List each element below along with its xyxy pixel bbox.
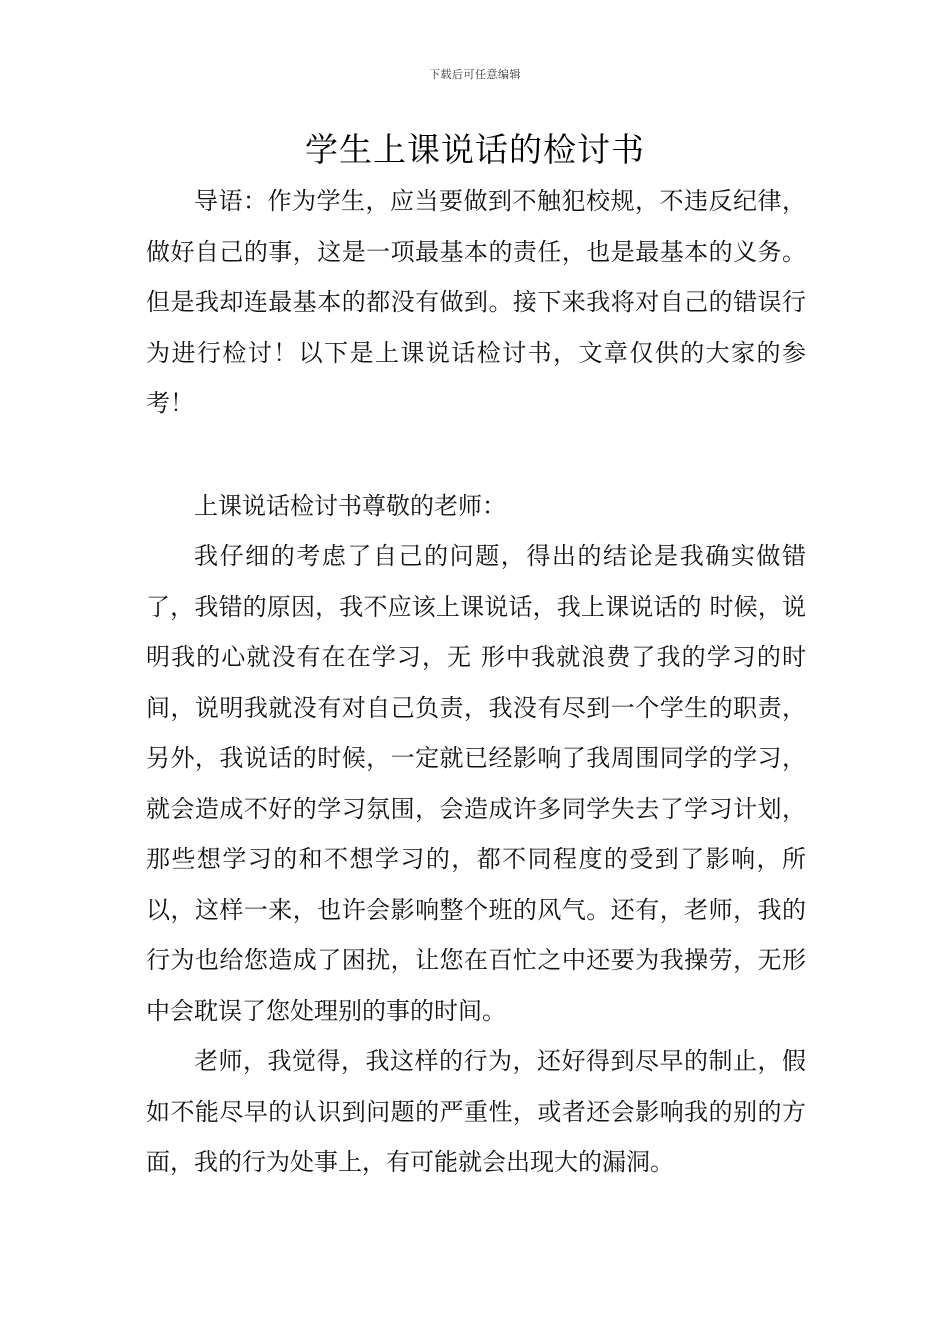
paragraph-gap <box>146 429 806 481</box>
document-title: 学生上课说话的检讨书 <box>305 130 645 169</box>
body-paragraph-2: 老师，我觉得，我这样的行为，还好得到尽早的制止，假如不能尽早的认识到问题的严重性，或者还会影响我的别的方面，我的行为处事上，有可能就会出现大的漏洞。 <box>146 1047 806 1176</box>
body-paragraph-1: 我仔细的考虑了自己的问题，得出的结论是我确实做错了，我错的原因，我不应该上课说话，我上课说话的 时候，说明我的心就没有在在学习，无 形中我就浪费了我的学习的时间，说明我就没有对自己负责，我没有尽到一个学生的职责，另外，我说话的时候，一定就已经影响了我周围同学的学习，就会造成不好的学习氛围，会造成许多同学失去了学习计划，那些想学习的和不想学习的，都不同程度的受到了影响，所以，这样一来，也许会影响整个班的风气。还有，老师，我的行为也给您造成了困扰，让您在百忙之中还要为我操劳，无形中会耽误了您处理别的事的时间。 <box>146 542 806 1025</box>
salutation: 上课说话检讨书尊敬的老师： <box>194 491 506 520</box>
intro-paragraph: 导语：作为学生，应当要做到不触犯校规，不违反纪律，做好自己的事，这是一项最基本的责任，也是最基本的义务。但是我却连最基本的都没有做到。接下来我将对自己的错误行为进行检讨！以下是上课说话检讨书，文章仅供的大家的参考！ <box>146 187 806 417</box>
header-note: 下载后可任意编辑 <box>429 68 521 81</box>
document-body <box>146 176 806 1188</box>
